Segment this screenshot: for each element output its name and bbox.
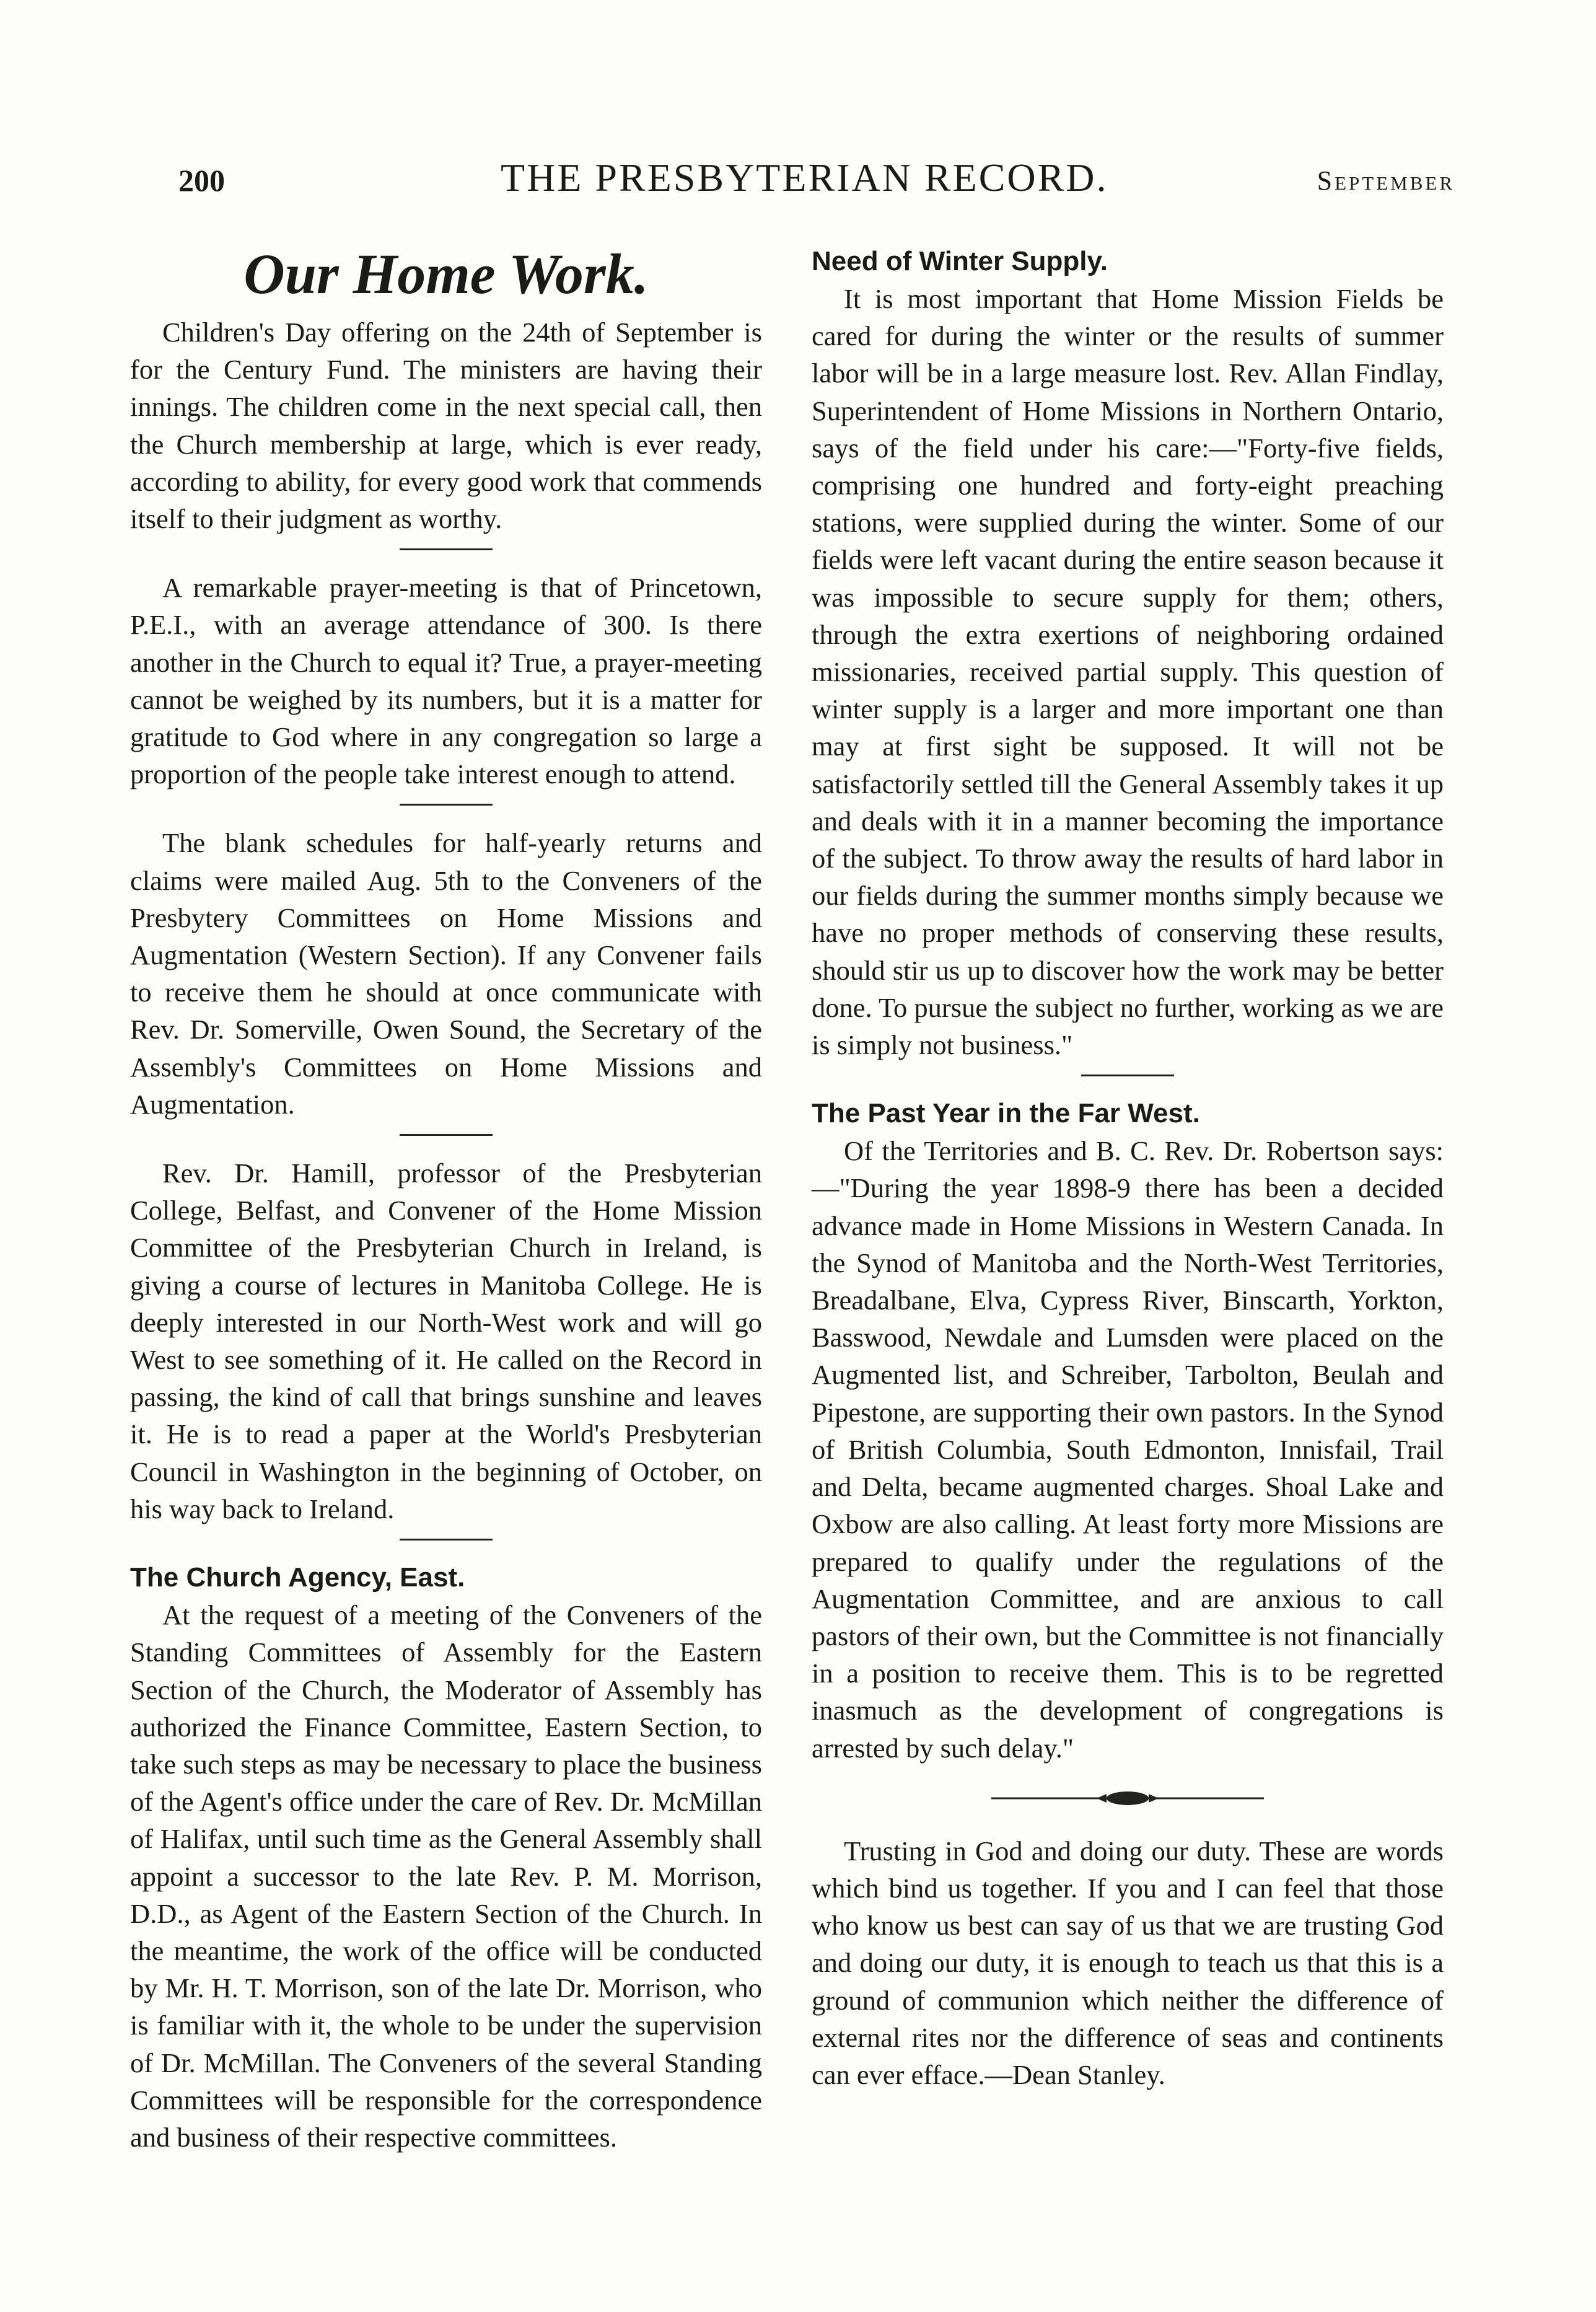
ornament-divider bbox=[991, 1789, 1264, 1808]
separator-rule bbox=[400, 804, 493, 806]
paragraph-prayer-meeting: A remarkable prayer-meeting is that of Princetown, P.E.I., with an average attendance of 300. Is there another in the Church to equal it? True, a prayer-meeting cannot be weighed by its numbers, but it is a matter for gratitude to God where in any congregation so large a proportion of the people take interest enough to attend. bbox=[130, 572, 762, 790]
paragraph-church-agency: At the request of a meeting of the Conveners of the Standing Committees of Assembly for the Eastern Section of the Church, the Moderator of Assembly has authorized the Finance Committee, Eastern Section, to take such steps as may be necessary to place the business of the Agent's office under the care of Rev. Dr. McMillan of Halifax, until such time as the General Assembly shall appoint a successor to the late Rev. P. M. Morrison, D.D., as Agent of the Eastern Section of the Church. In the meantime, the work of the office will be conducted by Mr. H. T. Morrison, son of the late Dr. Morrison, who is familiar with it, the whole to be under the supervision of Dr. McMillan. The Conveners of the several Standing Committees will be responsible for the correspondence and business of their respective committees. bbox=[130, 1599, 762, 2153]
left-column bbox=[130, 243, 762, 2156]
paragraph-winter-supply: It is most important that Home Mission Fields be cared for during the winter or the results of summer labor will be in a large measure lost. Rev. Allan Findlay, Superintendent of Home Missions in Northern Ontario, says of the field under his care:—"Forty-five fields, comprising one hundred and forty-eight preaching stations, were supplied during the winter. Some of our fields were left vacant during the entire season because it was impossible to secure supply for them; others, through the extra exertions of neighboring ordained missionaries, received partial supply. This question of winter supply is a larger and more important one than may at first sight be supposed. It will not be satisfactorily settled till the General Assembly takes it up and deals with it in a manner becoming the importance of the subject. To throw away the results of hard labor in our fields during the summer months simply because we have no proper methods of conserving these results, should stir us up to discover how the work may be better done. To pursue the subject no further, working as we are is simply not business." bbox=[812, 283, 1444, 1061]
journal-title: THE PRESBYTERIAN RECORD. bbox=[501, 156, 1108, 200]
right-column bbox=[812, 243, 1444, 2093]
running-head bbox=[178, 155, 1455, 211]
separator-rule bbox=[400, 1134, 493, 1136]
page-number: 200 bbox=[178, 163, 225, 198]
section-title: Our Home Work. bbox=[243, 242, 649, 305]
paragraph-closing-quote: Trusting in God and doing our duty. These are words which bind us together. If you and I can feel that those who know us best can say of us that we are trusting God and doing our duty, it is enough to teach us that this is a ground of communion which neither the difference of external rites nor the difference of seas and continents can ever efface.—Dean Stanley. bbox=[812, 1835, 1444, 2090]
paragraph-far-west: Of the Territories and B. C. Rev. Dr. Robertson says:—"During the year 1898-9 there has been a decided advance made in Home Missions in Western Canada. In the Synod of Manitoba and the North-West Territories, Breadalbane, Elva, Cypress River, Binscarth, Yorkton, Basswood, Newdale and Lumsden were placed on the Augmented list, and Schreiber, Tarbolton, Beulah and Pipestone, are supporting their own pastors. In the Synod of British Columbia, South Edmonton, Innisfail, Trail and Delta, became augmented charges. Shoal Lake and Oxbow are also calling. At least forty more Missions are prepared to qualify under the regulations of the Augmentation Committee, and are anxious to call pastors of their own, but the Committee is not financially in a position to receive them. This is to be regretted inasmuch as the development of congregations is arrested by such delay." bbox=[812, 1135, 1444, 1764]
paragraph-dr-hamill: Rev. Dr. Hamill, professor of the Presbyterian College, Belfast, and Convener of the Home Mission Committee of the Presbyterian Church in Ireland, is giving a course of lectures in Manitoba College. He is deeply interested in our North-West work and will go West to see something of it. He called on the Record in passing, the kind of call that brings sunshine and leaves it. He is to read a paper at the World's Presbyterian Council in Washington in the beginning of October, on his way back to Ireland. bbox=[130, 1158, 762, 1524]
paragraph-blank-schedules: The blank schedules for half-yearly returns and claims were mailed Aug. 5th to the Conveners of the Presbytery Committees on Home Missions and Augmentation (Western Section). If any Convener fails to receive them he should at once communicate with Rev. Dr. Somerville, Owen Sound, the Secretary of the Assembly's Committees on Home Missions and Augmentation. bbox=[130, 827, 762, 1120]
heading-far-west: The Past Year in the Far West. bbox=[812, 1098, 1200, 1129]
paragraph-childrens-day: Children's Day offering on the 24th of September is for the Century Fund. The ministers are having their innings. The children come in the next special call, then the Church membership at large, which is ever ready, according to ability, for every good work that commends itself to their judgment as worthy. bbox=[130, 317, 762, 535]
separator-rule bbox=[1081, 1075, 1174, 1076]
issue-month: September bbox=[1317, 165, 1455, 196]
heading-church-agency: The Church Agency, East. bbox=[130, 1562, 465, 1593]
separator-rule bbox=[400, 1539, 493, 1541]
separator-rule bbox=[400, 548, 493, 550]
heading-winter-supply: Need of Winter Supply. bbox=[812, 246, 1108, 276]
